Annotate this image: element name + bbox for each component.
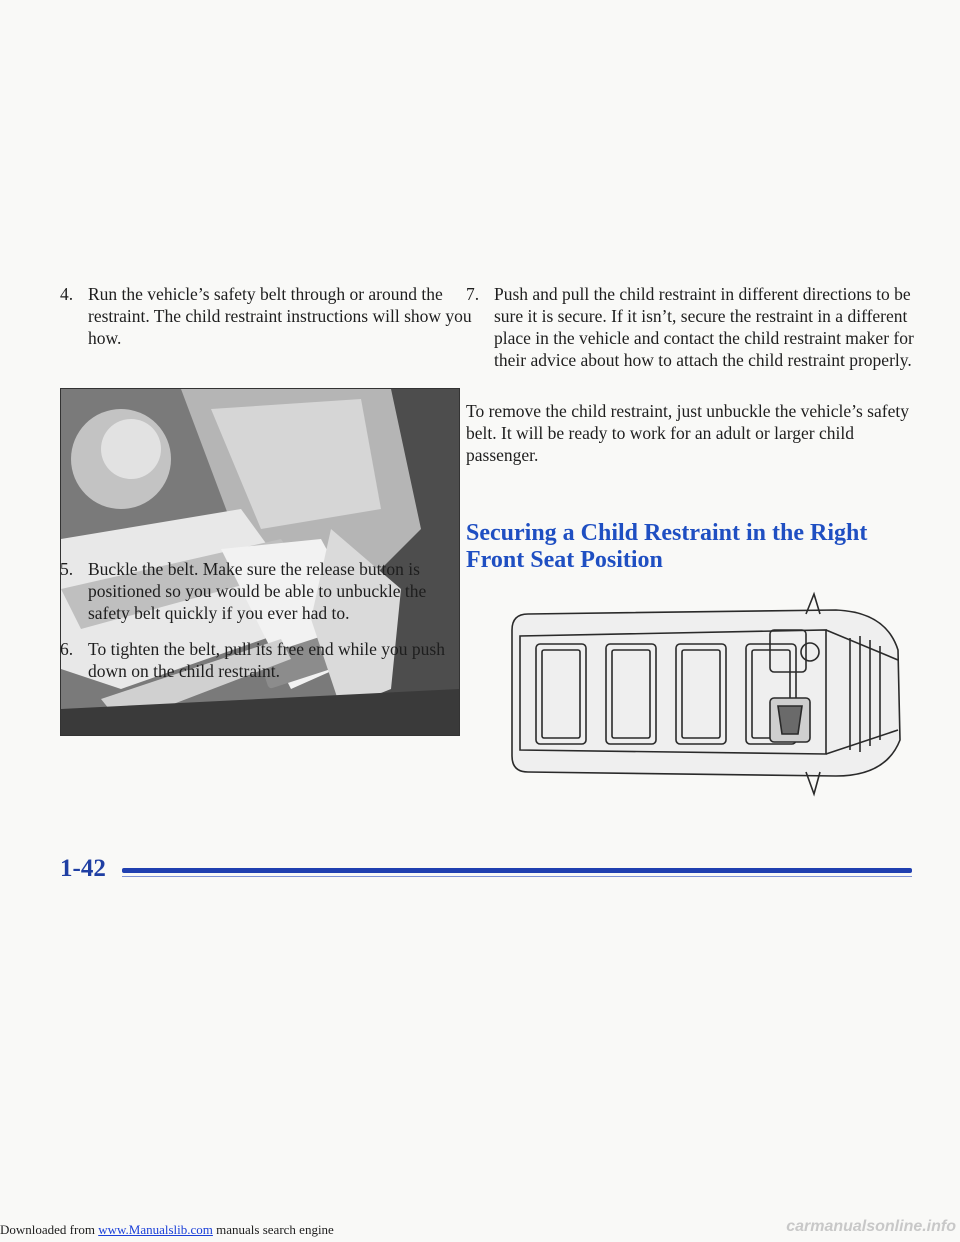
step-7 (466, 283, 944, 371)
step-number: 4. (60, 284, 74, 304)
remove-restraint-paragraph: To remove the child restraint, just unbuckle the vehicle’s safety belt. It will be ready to work for an adult or larger child passenger. (466, 401, 909, 465)
step-number: 7. (466, 284, 480, 304)
van-top-view-icon (506, 590, 906, 800)
step-number: 6. (60, 639, 74, 659)
step-number: 5. (60, 559, 74, 579)
step-text: Buckle the belt. Make sure the release button is positioned so you would be able to unbuckle the safety belt quickly if you ever had to. (88, 559, 427, 623)
step-text: To tighten the belt, pull its free end while you push down on the child restraint. (88, 639, 445, 681)
step-4 (60, 283, 488, 349)
download-footer (0, 1222, 334, 1238)
manualslib-link[interactable]: www.Manualslib.com (98, 1222, 213, 1237)
section-title: Securing a Child Restraint in the Right Front Seat Position (466, 520, 868, 573)
step-text: Run the vehicle’s safety belt through or around the restraint. The child restraint instructions will show you how. (88, 284, 472, 348)
footer-rule-thin (122, 876, 912, 877)
left-steps (60, 558, 460, 696)
van-seating-diagram (506, 590, 906, 800)
watermark: carmanualsonline.info (786, 1218, 956, 1235)
step-6 (60, 638, 460, 682)
download-suffix: manuals search engine (212, 1222, 334, 1237)
footer-rule (122, 868, 912, 873)
step-5 (60, 558, 460, 624)
step-text: Push and pull the child restraint in different directions to be sure it is secure. If it isn’t, secure the restraint in a different place in the vehicle and contact the child restraint maker for their advice about how to attach the child restraint properly. (494, 284, 914, 370)
download-prefix: Downloaded from (0, 1222, 99, 1237)
page-number: 1-42 (60, 855, 106, 882)
